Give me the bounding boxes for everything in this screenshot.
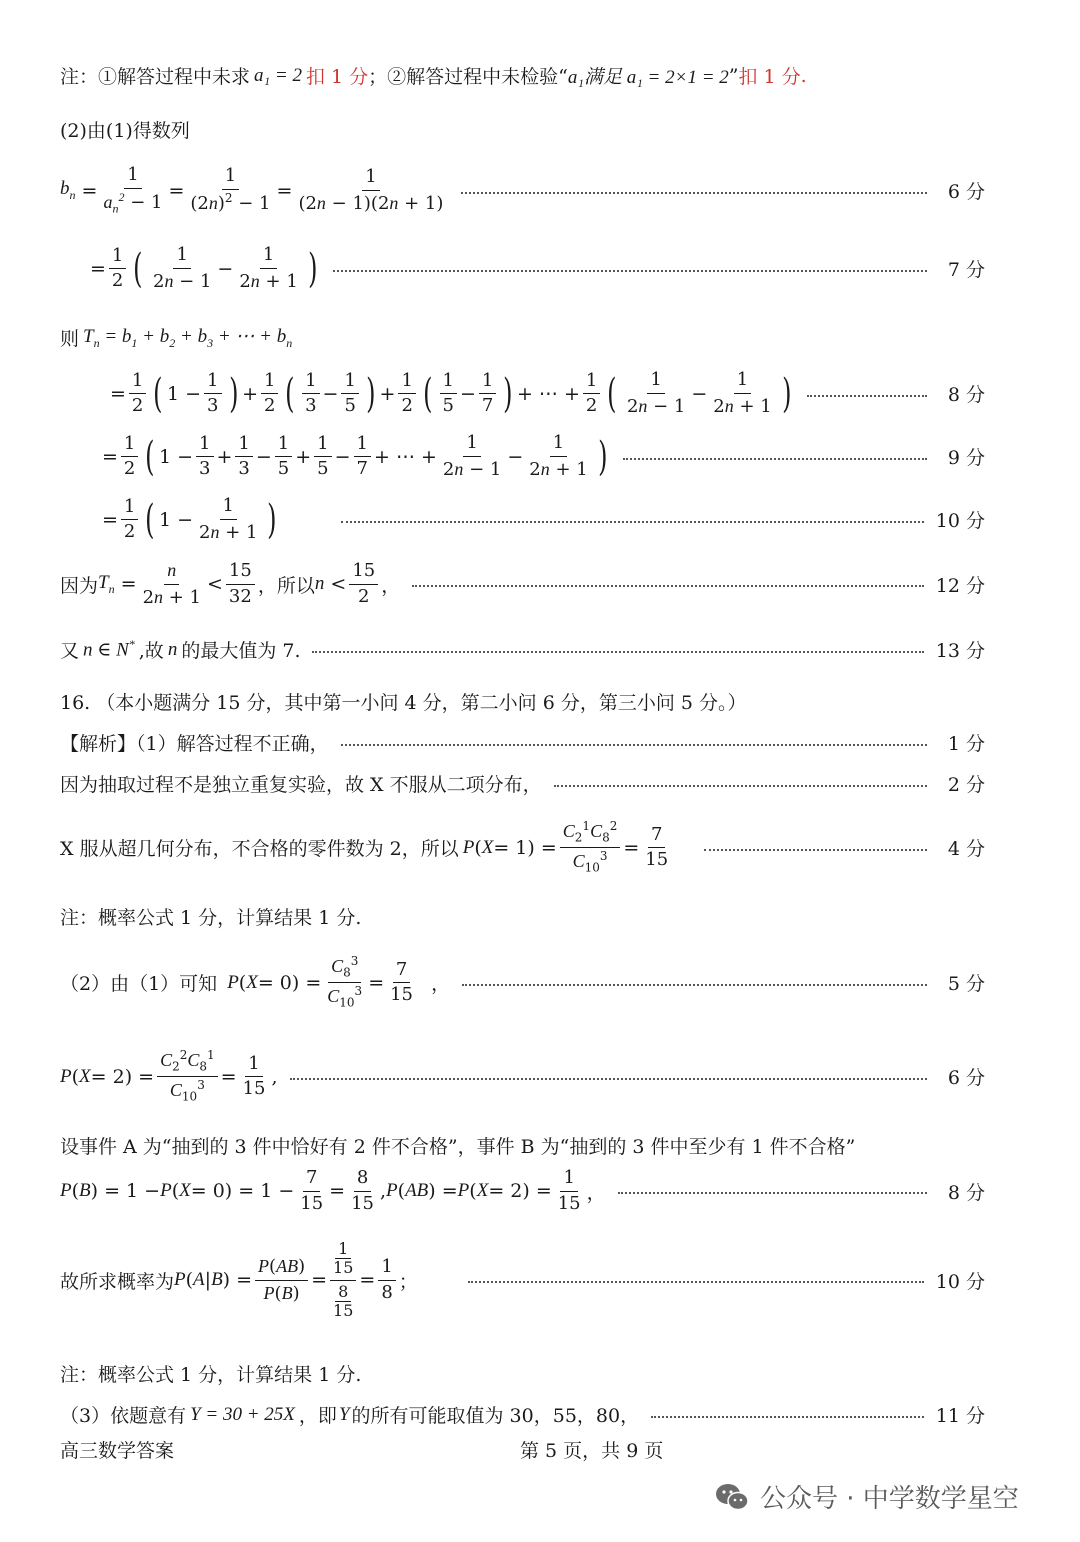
comma: ， [381, 574, 401, 597]
part2-intro: (2)由(1)得数列 [60, 120, 190, 142]
q16-points-6: 6 分 [947, 1067, 985, 1090]
tn-result-formula: = $\frac{1}{2}$ ( 1 − $\frac{1}{2n + 1}$ ) [102, 495, 277, 543]
q16-points-8: 8 分 [947, 1181, 985, 1204]
note-line-1 [60, 62, 985, 89]
pb-line: P ( B ) = 1 − P ( X = 0) = 1 − $\frac{7}{15}$ = $\frac{8}{15}$ , P ( AB ) = P ( X = 2) = $\frac{1}{15}$ ， 8 分 [60, 1167, 985, 1214]
q16-points-5: 5 分 [947, 973, 985, 996]
bn-split-line [60, 245, 985, 292]
also-rest: ,故 [138, 640, 164, 662]
page-number: 第 5 页，共 9 页 [520, 1440, 664, 1462]
tn-telescope-formula: = $\frac{1}{2}$ ( 1 − $\frac{1}{3}$ + $\frac{1}{3}$ − $\frac{1}{5}$ + $\frac{1}{5}$ − $\frac{1}{7}$ + ⋯ + $\frac{1}{2n - 1}$ − $\frac{1}{2n + 1}$ ) [102, 432, 608, 480]
note1-end: ” [728, 64, 739, 87]
note1-deduct2: 扣 1 分 [738, 66, 801, 88]
because-label: 因为 [60, 574, 99, 597]
dot-leader [461, 192, 927, 194]
tn-def-line: 则 $T_n = b_1 + b_2 + b_3$ + ⋯ + $b_n$ [60, 325, 293, 350]
tn-expand-line [60, 370, 985, 417]
note1-eq2: a₁满足 a₁ = 2×1 = 2 [567, 67, 729, 88]
points-10: 10 分 [935, 510, 985, 533]
points-9: 9 分 [947, 447, 985, 470]
bn-split-formula: = $\frac{1}{2}$ ( $\frac{1}{2n - 1}$ − $\frac{1}{2n + 1}$ ) [90, 244, 318, 292]
points-8: 8 分 [947, 384, 985, 407]
points-7: 7 分 [947, 259, 985, 282]
q16-points-10: 10 分 [935, 1270, 985, 1293]
q16-points-11: 11 分 [935, 1405, 985, 1427]
because-line: 因为 $T_n$ = $\frac{n}{2n + 1}$ < $\frac{15}{32}$ ，所以 n < $\frac{15}{2}$ ， 12 分 [60, 560, 985, 608]
part3-line: （3）依题意有 Y = 30 + 25X ，即 Y 的所有可能取值为 30，55，80， 11 分 [60, 1401, 985, 1428]
max-value: 的最大值为 7. [181, 640, 301, 662]
conditional-prob-line: 故所求概率为 P ( A | B ) = $\frac{P(AB)}{P(B)}$ = 1 15 8 15 = $\frac{1}{8}$ ； 10 分 [60, 1239, 985, 1321]
note1-prefix: 注：①解答过程中未求 [60, 66, 251, 88]
q16-points-1: 1 分 [947, 733, 985, 755]
points-6: 6 分 [947, 181, 985, 204]
watermark-text: 公众号 · 中学数学星空 [760, 1484, 1019, 1514]
analysis-line-1: 【解析】（1）解答过程不正确， 1 分 [60, 729, 985, 756]
q16-header: 16. （本小题满分 15 分，其中第一小问 4 分，第二小问 6 分，第三小问 5 分。） [60, 692, 747, 714]
analysis-line-2: 因为抽取过程不是独立重复实验，故 X 不服从二项分布， 2 分 [60, 770, 985, 797]
so-label: ，所以 [257, 574, 315, 597]
wechat-icon [714, 1482, 750, 1512]
bn-formula: $b_n$ = $\frac{1}{a_n^2 - 1}$ = $\frac{1}{(2n)^2 - 1}$ = $\frac{1}{(2n - 1)(2n + 1)}$ [60, 164, 444, 216]
footer-left: 高三数学答案 [60, 1440, 175, 1462]
q16-points-2: 2 分 [947, 774, 985, 796]
note-prob-1: 注：概率公式 1 分，计算结果 1 分. [60, 907, 362, 929]
note-prob-2: 注：概率公式 1 分，计算结果 1 分. [60, 1364, 362, 1386]
bn-formula-line [60, 165, 985, 216]
max-n-line: 又 n ∈ N* ,故 n 的最大值为 7. 13 分 [60, 637, 985, 662]
points-13: 13 分 [935, 640, 985, 662]
note1-mid: ；②解答过程中未检验“ [368, 66, 568, 88]
note1-eq: a₁ = 2 [254, 64, 302, 86]
px2-line: P ( X = 2) = $\frac{C_2^2C_8^1}{C_{10}^3}$ = $\frac{1}{15}$ , 6 分 [60, 1048, 985, 1104]
tn-telescope-line [60, 433, 985, 480]
watermark [714, 1478, 1019, 1515]
event-def-line: 设事件 A 为“抽到的 3 件中恰好有 2 件不合格”，事件 B 为“抽到的 3 件中至少有 1 件不合格” [60, 1136, 856, 1158]
analysis-line-3: X 服从超几何分布，不合格的零件数为 2，所以 P ( X = 1) = $\frac{C_2^1C_8^2}{C_{10}^3}$ = $\frac{7}{15}$ 4 分 [60, 819, 985, 875]
part2-line: （2）由（1）可知 P ( X = 0) = $\frac{C_8^3}{C_{10}^3}$ = $\frac{7}{15}$ ， 5 分 [60, 954, 985, 1010]
q16-points-4: 4 分 [947, 838, 985, 861]
note1-period: . [800, 64, 807, 87]
tn-result-line [60, 496, 985, 543]
points-12: 12 分 [935, 574, 985, 597]
then-label: 则 [60, 328, 80, 350]
note1-deduct1: 扣 1 分 [305, 66, 369, 88]
tn-expand-formula: = $\frac{1}{2}$ ( 1 − $\frac{1}{3}$ ) + $\frac{1}{2}$ ( $\frac{1}{3}$ − $\frac{1}{5}$ ) + $\frac{1}{2}$ ( $\frac{1}{5}$ − $\frac{1}{7}$ ) + ⋯ + $\frac{1}{2}$ ( $\frac{1}{2n - 1}$ − $\frac{1}{2n + 1}$ ) [110, 369, 792, 417]
also-label: 又 [60, 640, 80, 662]
